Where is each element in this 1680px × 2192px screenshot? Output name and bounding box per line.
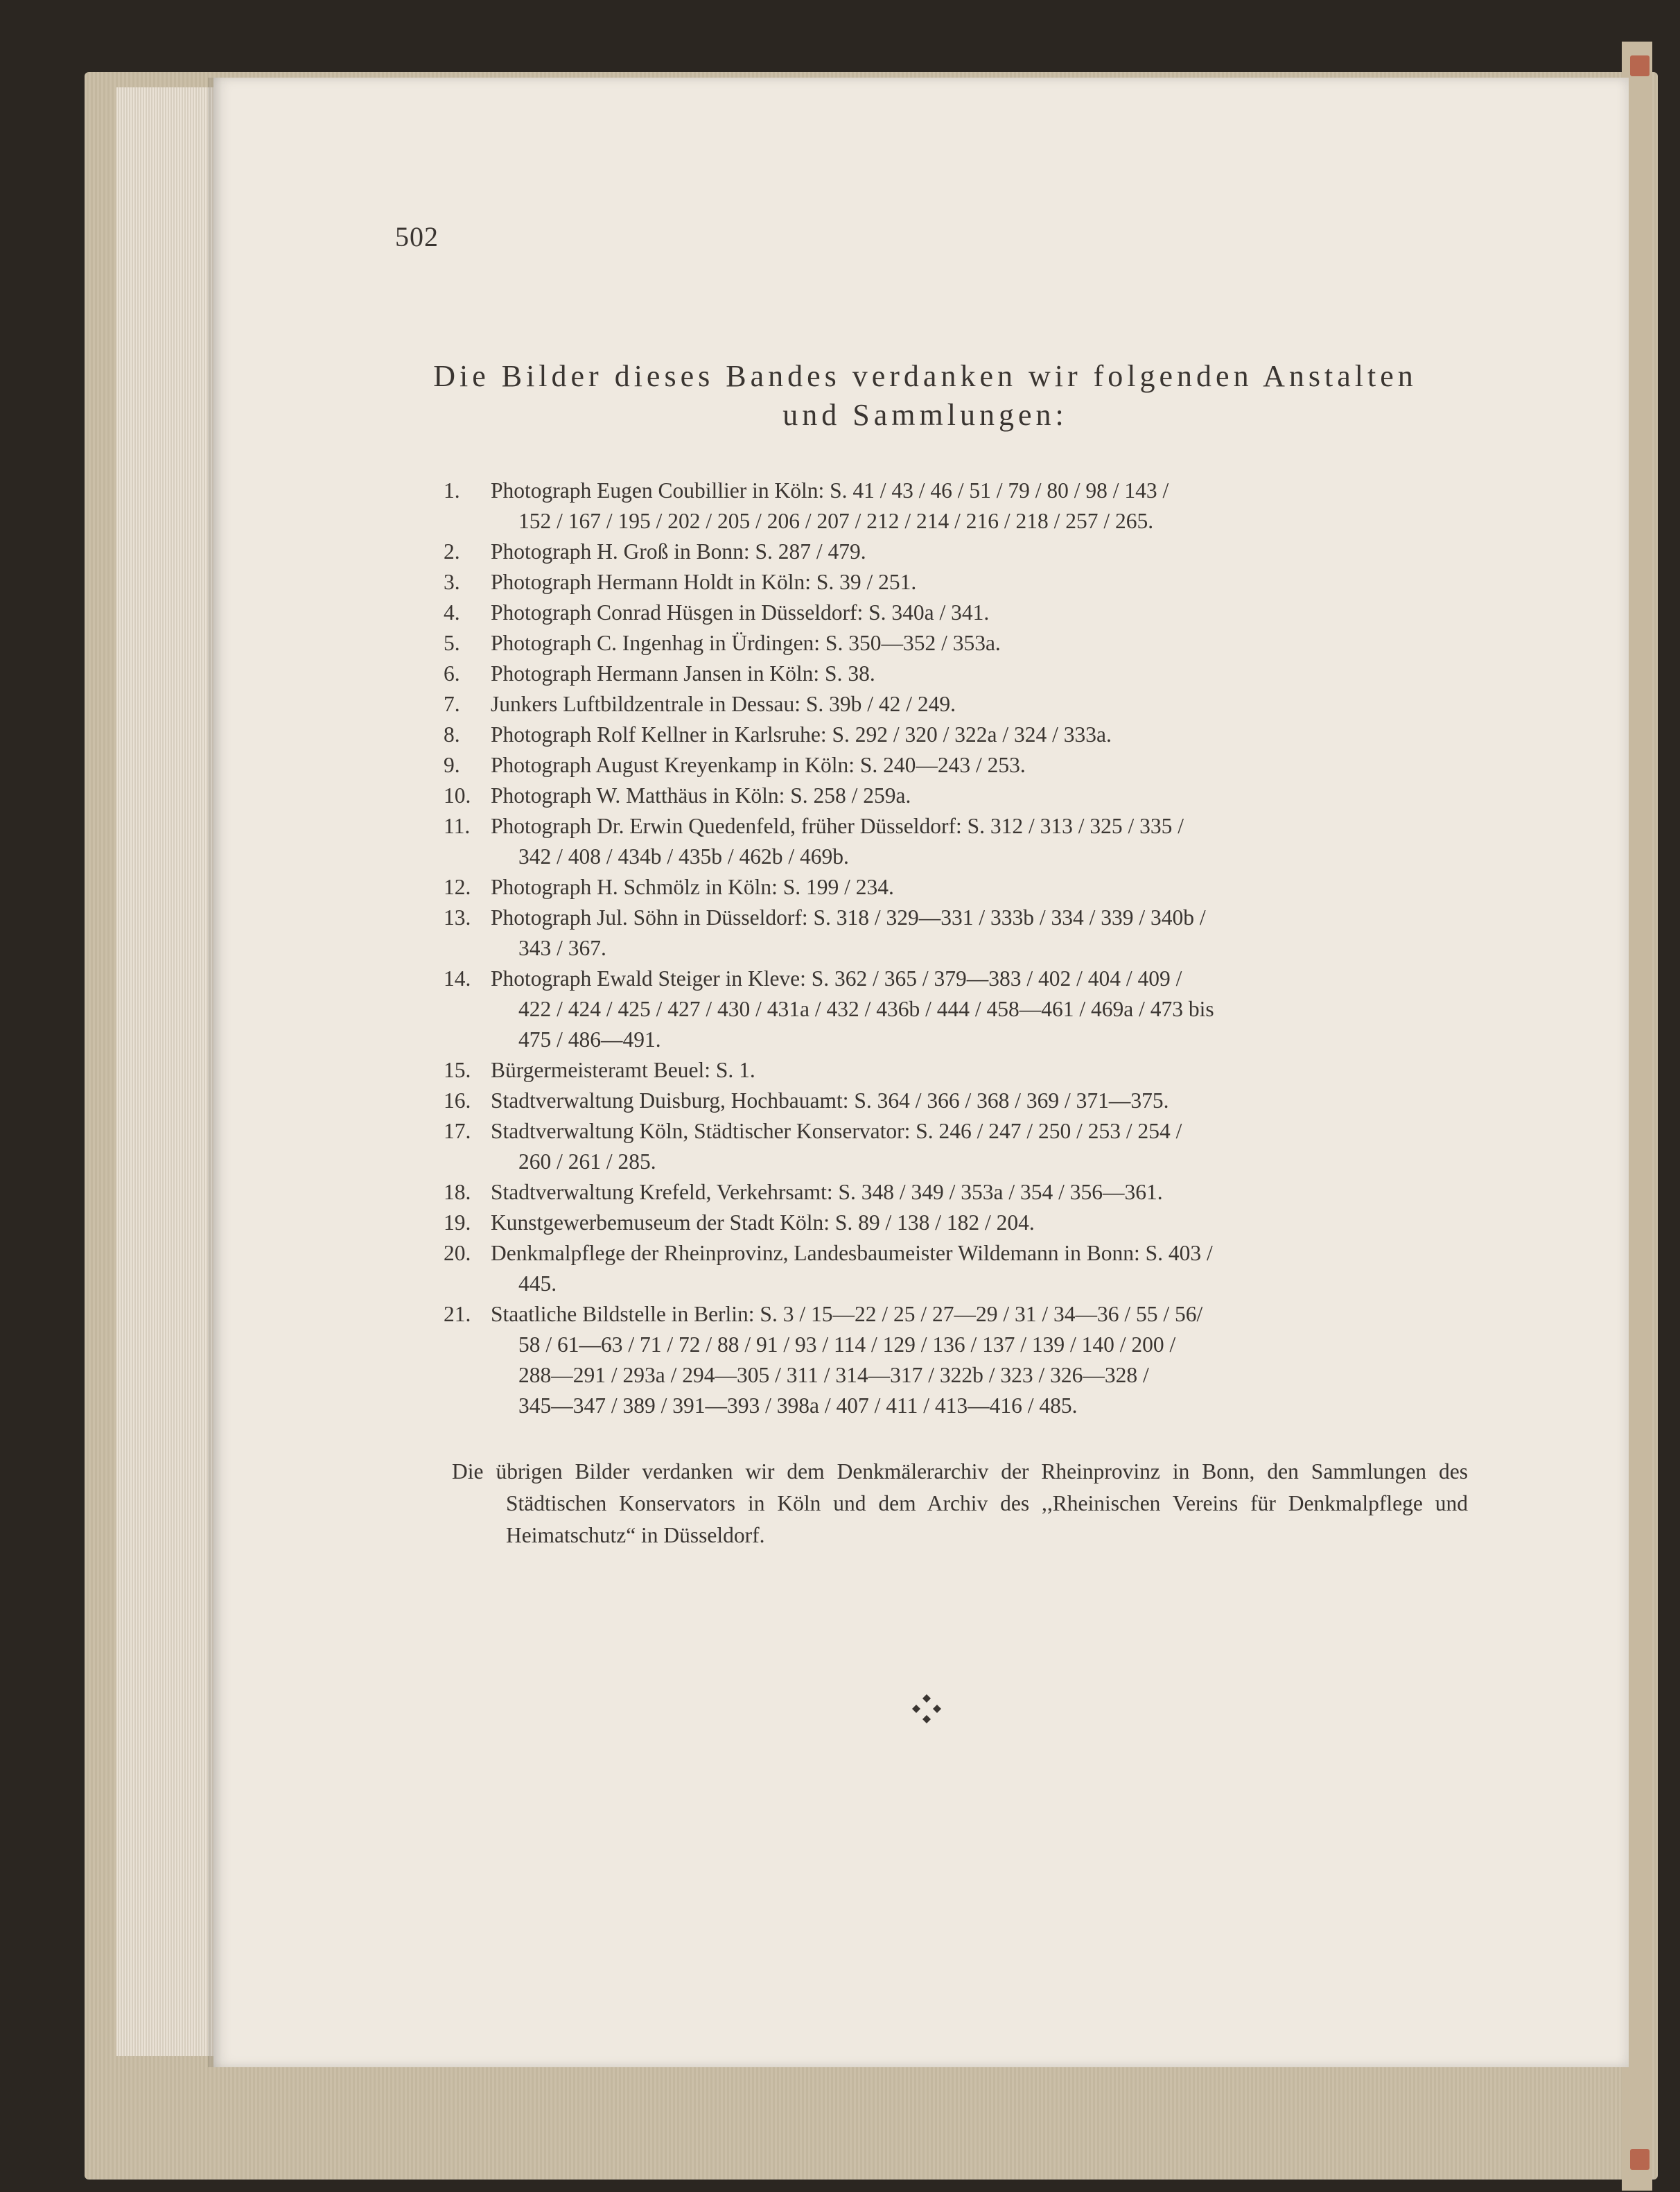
list-item-line: Stadtverwaltung Krefeld, Verkehrsamt: S. 348 / 349 / 353a / 354 / 356—361. (491, 1180, 1163, 1204)
list-item (444, 750, 1414, 781)
list-item (444, 567, 1414, 598)
list-item (444, 476, 1414, 537)
list-item (444, 720, 1414, 750)
list-item-number: 21. (444, 1302, 471, 1326)
list-item-line: Kunstgewerbemuseum der Stadt Köln: S. 89 / 138 / 182 / 204. (491, 1210, 1035, 1235)
list-item-line: Photograph Jul. Söhn in Düsseldorf: S. 318 / 329—331 / 333b / 334 / 339 / 340b / (491, 905, 1206, 930)
list-item-line: 260 / 261 / 285. (518, 1149, 656, 1174)
list-item-number: 14. (444, 966, 471, 991)
list-item (444, 1238, 1414, 1299)
list-item (444, 689, 1414, 720)
list-item-line: Photograph Rolf Kellner in Karlsruhe: S. 292 / 320 / 322a / 324 / 333a. (491, 722, 1112, 747)
list-item-line: Photograph H. Groß in Bonn: S. 287 / 479. (491, 539, 866, 564)
gutter-shadow (208, 78, 222, 2067)
list-item-line: Stadtverwaltung Duisburg, Hochbauamt: S. 364 / 366 / 368 / 369 / 371—375. (491, 1088, 1169, 1113)
page-title-line-1: Die Bilder dieses Bandes verdanken wir folgenden Anstalten (433, 359, 1417, 393)
list-item-number: 10. (444, 783, 471, 808)
list-item (444, 781, 1414, 811)
list-item-line: 345—347 / 389 / 391—393 / 398a / 407 / 411 / 413—416 / 485. (518, 1393, 1078, 1418)
list-item-number: 4. (444, 600, 460, 625)
list-item (444, 811, 1414, 872)
list-item (444, 659, 1414, 689)
page-stack-edges (116, 87, 215, 2056)
list-item-number: 12. (444, 875, 471, 899)
list-item (444, 1055, 1414, 1086)
list-item-number: 11. (444, 814, 471, 838)
list-item-number: 19. (444, 1210, 471, 1235)
list-item (444, 628, 1414, 659)
list-item-number: 2. (444, 539, 460, 564)
list-item-line: Photograph C. Ingenhag in Ürdingen: S. 350—352 / 353a. (491, 631, 1001, 655)
list-item (444, 1116, 1414, 1177)
cover-corner-top (1630, 55, 1650, 76)
list-item-line: Junkers Luftbildzentrale in Dessau: S. 39b / 42 / 249. (491, 692, 956, 716)
page-number: 502 (395, 221, 439, 252)
list-item-line: Denkmalpflege der Rheinprovinz, Landesbaumeister Wildemann in Bonn: S. 403 / (491, 1241, 1213, 1265)
page-title-line-2: und Sammlungen: (782, 398, 1068, 432)
list-item-number: 13. (444, 905, 471, 930)
list-item (444, 598, 1414, 628)
list-item-number: 16. (444, 1088, 471, 1113)
list-item-number: 1. (444, 478, 460, 503)
list-item (444, 964, 1414, 1055)
list-item (444, 537, 1414, 567)
list-item (444, 903, 1414, 964)
list-item-line: Photograph Conrad Hüsgen in Düsseldorf: S. 340a / 341. (491, 600, 990, 625)
list-item-number: 8. (444, 722, 460, 747)
list-item-number: 18. (444, 1180, 471, 1204)
list-item-line: 343 / 367. (518, 936, 606, 960)
list-item-line: Photograph August Kreyenkamp in Köln: S. 240—243 / 253. (491, 753, 1026, 777)
list-item-line: 58 / 61—63 / 71 / 72 / 88 / 91 / 93 / 114 / 129 / 136 / 137 / 139 / 140 / 200 / (518, 1332, 1176, 1357)
closing-paragraph: Die übrigen Bilder verdanken wir dem Denkmälerarchiv der Rheinprovinz in Bonn, den Sammlungen des Städtischen Konservators in Köln und dem Archiv des ,,Rheinischen Vereins für Denkmalpflege und Heimatschutz“ in Düsseldorf. (452, 1459, 1468, 1547)
list-item-number: 17. (444, 1119, 471, 1143)
list-item-number: 6. (444, 661, 460, 686)
list-item-line: Stadtverwaltung Köln, Städtischer Konservator: S. 246 / 247 / 250 / 253 / 254 / (491, 1119, 1182, 1143)
list-item-line: Photograph H. Schmölz in Köln: S. 199 / 234. (491, 875, 894, 899)
list-item-line: 288—291 / 293a / 294—305 / 311 / 314—317 / 322b / 323 / 326—328 / (518, 1363, 1149, 1387)
list-item-number: 9. (444, 753, 460, 777)
list-item (444, 1177, 1414, 1208)
list-item-line: Photograph Hermann Jansen in Köln: S. 38. (491, 661, 875, 686)
list-item-number: 15. (444, 1058, 471, 1082)
list-item-line: 475 / 486—491. (518, 1027, 661, 1052)
list-item (444, 1299, 1414, 1421)
list-item-line: Staatliche Bildstelle in Berlin: S. 3 / 15—22 / 25 / 27—29 / 31 / 34—36 / 55 / 56/ (491, 1302, 1203, 1326)
list-item-line: Photograph Ewald Steiger in Kleve: S. 362 / 365 / 379—383 / 402 / 404 / 409 / (491, 966, 1182, 991)
list-item-line: Photograph Hermann Holdt in Köln: S. 39 / 251. (491, 570, 917, 594)
list-item-line: 342 / 408 / 434b / 435b / 462b / 469b. (518, 844, 849, 869)
list-item-line: Photograph Dr. Erwin Quedenfeld, früher Düsseldorf: S. 312 / 313 / 325 / 335 / (491, 814, 1184, 838)
list-item-line: 152 / 167 / 195 / 202 / 205 / 206 / 207 / 212 / 214 / 216 / 218 / 257 / 265. (518, 509, 1154, 533)
list-item-line: 422 / 424 / 425 / 427 / 430 / 431a / 432 / 436b / 444 / 458—461 / 469a / 473 bis (518, 997, 1214, 1021)
list-item-number: 7. (444, 692, 460, 716)
cover-corner-bottom (1630, 2149, 1650, 2170)
list-item-number: 3. (444, 570, 460, 594)
list-item-number: 20. (444, 1241, 471, 1265)
credits-list (444, 476, 1414, 1421)
list-item-number: 5. (444, 631, 460, 655)
list-item (444, 872, 1414, 903)
list-item-line: Photograph W. Matthäus in Köln: S. 258 / 259a. (491, 783, 911, 808)
list-item-line: Photograph Eugen Coubillier in Köln: S. 41 / 43 / 46 / 51 / 79 / 80 / 98 / 143 / (491, 478, 1169, 503)
list-item (444, 1086, 1414, 1116)
page-title (423, 357, 1428, 435)
list-item (444, 1208, 1414, 1238)
four-diamond-ornament-icon (909, 1691, 944, 1726)
list-item-line: Bürgermeisteramt Beuel: S. 1. (491, 1058, 755, 1082)
list-item-line: 445. (518, 1271, 557, 1296)
